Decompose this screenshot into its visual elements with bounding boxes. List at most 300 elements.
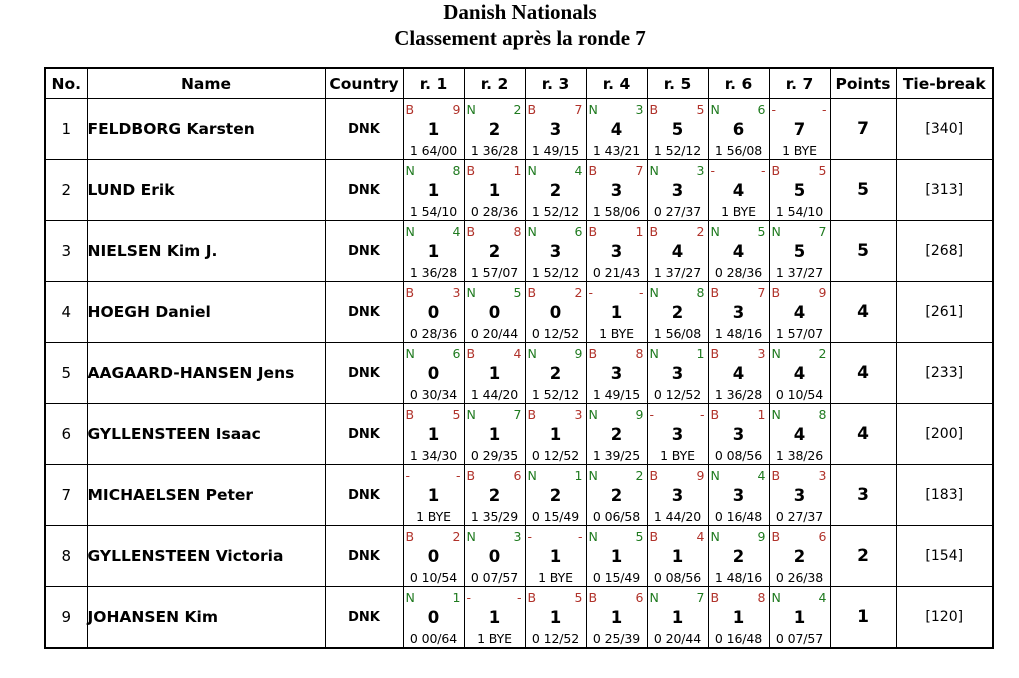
round-result: 1 48/16 [714, 570, 763, 585]
round-opponent: 8 [696, 285, 705, 300]
round-cumulative-score: 4 [732, 242, 745, 261]
round-opponent: 5 [757, 224, 766, 239]
round-cumulative-score: 5 [793, 242, 806, 261]
round-opponent: 9 [696, 468, 705, 483]
round-opponent: 8 [513, 224, 522, 239]
player-points: 5 [830, 160, 896, 221]
round-cumulative-score: 2 [793, 547, 806, 566]
round-opponent: 4 [696, 529, 705, 544]
round-opponent: - [455, 468, 461, 483]
round-result: 1 BYE [599, 326, 634, 341]
round-result: 0 06/58 [592, 509, 641, 524]
round-result: 0 10/54 [775, 387, 824, 402]
round-color: - [771, 102, 777, 117]
round-cumulative-score: 5 [793, 181, 806, 200]
round-cumulative-score: 0 [488, 303, 501, 322]
round-cell [403, 221, 464, 282]
round-cell [464, 343, 525, 404]
round-color: B [710, 407, 720, 422]
round-cell [586, 343, 647, 404]
round-color: B [527, 590, 537, 605]
round-opponent: 7 [696, 590, 705, 605]
round-opponent: 2 [513, 102, 522, 117]
round-color: N [771, 407, 781, 422]
round-cumulative-score: 3 [671, 486, 684, 505]
round-opponent: 4 [757, 468, 766, 483]
round-cumulative-score: 4 [671, 242, 684, 261]
round-result: 1 57/07 [775, 326, 824, 341]
round-cumulative-score: 1 [488, 608, 501, 627]
round-cell [586, 99, 647, 160]
round-cell [647, 404, 708, 465]
round-opponent: 6 [513, 468, 522, 483]
round-cell [464, 404, 525, 465]
round-result: 1 56/08 [714, 143, 763, 158]
round-cell [403, 587, 464, 649]
round-opponent: - [821, 102, 827, 117]
round-cell [464, 160, 525, 221]
round-opponent: 1 [513, 163, 522, 178]
round-cell [769, 404, 830, 465]
round-color: - [466, 590, 472, 605]
player-number: 1 [45, 99, 87, 160]
round-opponent: 6 [818, 529, 827, 544]
round-opponent: 4 [452, 224, 461, 239]
round-result: 0 30/34 [409, 387, 458, 402]
round-cell [769, 221, 830, 282]
round-cell [708, 343, 769, 404]
round-opponent: 5 [818, 163, 827, 178]
table-row [45, 587, 993, 649]
round-color: N [405, 224, 415, 239]
round-result: 0 28/36 [409, 326, 458, 341]
round-cumulative-score: 0 [427, 547, 440, 566]
round-color: B [588, 346, 598, 361]
round-result: 0 10/54 [409, 570, 458, 585]
round-cumulative-score: 1 [732, 608, 745, 627]
player-country: DNK [325, 99, 403, 160]
player-points: 7 [830, 99, 896, 160]
round-cumulative-score: 4 [610, 120, 623, 139]
round-color: B [771, 285, 781, 300]
round-cumulative-score: 1 [610, 608, 623, 627]
round-opponent: 8 [635, 346, 644, 361]
round-cumulative-score: 3 [732, 303, 745, 322]
round-opponent: 9 [818, 285, 827, 300]
round-cumulative-score: 4 [793, 364, 806, 383]
round-color: N [466, 285, 476, 300]
player-number: 4 [45, 282, 87, 343]
round-color: N [405, 590, 415, 605]
round-color: - [405, 468, 411, 483]
round-result: 0 12/52 [531, 631, 580, 646]
header-name: Name [87, 68, 325, 99]
round-result: 0 16/48 [714, 509, 763, 524]
round-result: 1 BYE [782, 143, 817, 158]
round-cell [403, 99, 464, 160]
round-result: 1 43/21 [592, 143, 641, 158]
round-result: 1 BYE [416, 509, 451, 524]
round-cell [769, 282, 830, 343]
round-result: 1 56/08 [653, 326, 702, 341]
round-cumulative-score: 3 [610, 181, 623, 200]
round-color: B [649, 224, 659, 239]
round-color: N [649, 285, 659, 300]
round-cell [586, 282, 647, 343]
player-name: HOEGH Daniel [87, 282, 325, 343]
round-opponent: 6 [574, 224, 583, 239]
round-opponent: 3 [818, 468, 827, 483]
round-cell [403, 160, 464, 221]
round-cell [769, 160, 830, 221]
round-cumulative-score: 1 [427, 120, 440, 139]
header-round-5: r. 5 [647, 68, 708, 99]
round-opponent: 7 [513, 407, 522, 422]
round-result: 1 58/06 [592, 204, 641, 219]
player-number: 5 [45, 343, 87, 404]
round-color: B [405, 285, 415, 300]
player-tiebreak: [340] [896, 99, 993, 160]
round-cell [464, 587, 525, 649]
round-cumulative-score: 0 [427, 364, 440, 383]
round-opponent: 8 [757, 590, 766, 605]
round-result: 0 12/52 [531, 326, 580, 341]
round-cumulative-score: 1 [427, 181, 440, 200]
round-opponent: 5 [513, 285, 522, 300]
round-color: B [710, 590, 720, 605]
round-cumulative-score: 1 [671, 547, 684, 566]
round-opponent: - [516, 590, 522, 605]
player-country: DNK [325, 526, 403, 587]
page-subtitle: Classement après la ronde 7 [394, 26, 646, 50]
player-country: DNK [325, 404, 403, 465]
round-result: 0 28/36 [714, 265, 763, 280]
round-cumulative-score: 2 [488, 242, 501, 261]
player-tiebreak: [268] [896, 221, 993, 282]
round-color: B [649, 529, 659, 544]
round-result: 1 52/12 [531, 387, 580, 402]
player-name: LUND Erik [87, 160, 325, 221]
round-result: 1 BYE [538, 570, 573, 585]
player-tiebreak: [154] [896, 526, 993, 587]
player-country: DNK [325, 160, 403, 221]
round-cumulative-score: 4 [732, 181, 745, 200]
round-cumulative-score: 1 [610, 303, 623, 322]
player-name: GYLLENSTEEN Isaac [87, 404, 325, 465]
round-color: N [710, 529, 720, 544]
round-cumulative-score: 3 [732, 486, 745, 505]
round-result: 0 16/48 [714, 631, 763, 646]
round-result: 1 54/10 [775, 204, 824, 219]
player-name: FELDBORG Karsten [87, 99, 325, 160]
round-color: B [588, 224, 598, 239]
table-row [45, 465, 993, 526]
round-opponent: 2 [635, 468, 644, 483]
round-cell [708, 587, 769, 649]
round-color: B [649, 468, 659, 483]
table-row [45, 526, 993, 587]
header-country: Country [325, 68, 403, 99]
round-opponent: 4 [574, 163, 583, 178]
table-row [45, 404, 993, 465]
round-cell [708, 526, 769, 587]
round-color: B [405, 407, 415, 422]
round-opponent: 2 [452, 529, 461, 544]
round-cell [403, 465, 464, 526]
header-round-2: r. 2 [464, 68, 525, 99]
round-cell [586, 465, 647, 526]
round-color: N [527, 224, 537, 239]
round-result: 0 25/39 [592, 631, 641, 646]
round-color: N [771, 590, 781, 605]
round-result: 0 07/57 [470, 570, 519, 585]
round-result: 1 44/20 [470, 387, 519, 402]
round-opponent: 5 [635, 529, 644, 544]
round-result: 0 26/38 [775, 570, 824, 585]
round-cell [708, 404, 769, 465]
round-opponent: 1 [696, 346, 705, 361]
player-tiebreak: [183] [896, 465, 993, 526]
round-opponent: 7 [818, 224, 827, 239]
round-cumulative-score: 3 [549, 120, 562, 139]
round-result: 0 21/43 [592, 265, 641, 280]
round-result: 1 48/16 [714, 326, 763, 341]
round-result: 0 07/57 [775, 631, 824, 646]
round-cell [525, 343, 586, 404]
player-tiebreak: [120] [896, 587, 993, 649]
round-cell [586, 221, 647, 282]
round-cumulative-score: 1 [488, 364, 501, 383]
round-color: N [405, 346, 415, 361]
round-opponent: 8 [452, 163, 461, 178]
round-cell [647, 221, 708, 282]
round-cumulative-score: 2 [488, 486, 501, 505]
round-result: 1 36/28 [714, 387, 763, 402]
round-cell [525, 282, 586, 343]
round-opponent: 2 [696, 224, 705, 239]
round-result: 1 49/15 [592, 387, 641, 402]
round-cell [586, 404, 647, 465]
round-color: - [710, 163, 716, 178]
round-result: 1 36/28 [409, 265, 458, 280]
round-opponent: 3 [696, 163, 705, 178]
round-cumulative-score: 1 [671, 608, 684, 627]
player-name: NIELSEN Kim J. [87, 221, 325, 282]
player-points: 3 [830, 465, 896, 526]
round-result: 1 BYE [660, 448, 695, 463]
player-name: JOHANSEN Kim [87, 587, 325, 649]
table-row [45, 99, 993, 160]
round-cumulative-score: 1 [427, 425, 440, 444]
round-color: B [405, 102, 415, 117]
round-color: N [466, 102, 476, 117]
round-result: 0 20/44 [653, 631, 702, 646]
round-cumulative-score: 3 [732, 425, 745, 444]
header-round-6: r. 6 [708, 68, 769, 99]
round-result: 1 36/28 [470, 143, 519, 158]
round-color: N [527, 468, 537, 483]
round-opponent: 1 [757, 407, 766, 422]
round-result: 1 52/12 [531, 204, 580, 219]
player-tiebreak: [200] [896, 404, 993, 465]
round-result: 1 38/26 [775, 448, 824, 463]
round-cell [647, 343, 708, 404]
round-cumulative-score: 3 [549, 242, 562, 261]
table-row [45, 221, 993, 282]
round-cumulative-score: 2 [549, 486, 562, 505]
table-row [45, 160, 993, 221]
round-cumulative-score: 4 [793, 303, 806, 322]
round-result: 0 28/36 [470, 204, 519, 219]
round-color: B [710, 346, 720, 361]
round-opponent: 3 [513, 529, 522, 544]
round-cumulative-score: 3 [793, 486, 806, 505]
round-opponent: 8 [818, 407, 827, 422]
round-color: N [710, 224, 720, 239]
round-color: N [710, 102, 720, 117]
standings-table [44, 67, 994, 649]
round-color: N [405, 163, 415, 178]
round-color: B [771, 468, 781, 483]
round-opponent: 2 [574, 285, 583, 300]
round-opponent: 6 [452, 346, 461, 361]
round-result: 1 35/29 [470, 509, 519, 524]
round-result: 0 29/35 [470, 448, 519, 463]
round-cell [586, 587, 647, 649]
round-color: N [649, 163, 659, 178]
round-cumulative-score: 1 [549, 425, 562, 444]
round-cumulative-score: 2 [610, 486, 623, 505]
header-round-7: r. 7 [769, 68, 830, 99]
round-color: - [527, 529, 533, 544]
round-opponent: 5 [574, 590, 583, 605]
player-points: 2 [830, 526, 896, 587]
round-result: 1 BYE [477, 631, 512, 646]
round-result: 1 57/07 [470, 265, 519, 280]
round-cumulative-score: 2 [732, 547, 745, 566]
round-cell [708, 160, 769, 221]
round-cell [525, 160, 586, 221]
round-color: N [527, 163, 537, 178]
round-cumulative-score: 2 [549, 181, 562, 200]
round-cumulative-score: 2 [671, 303, 684, 322]
round-cumulative-score: 2 [488, 120, 501, 139]
round-cumulative-score: 1 [793, 608, 806, 627]
player-country: DNK [325, 343, 403, 404]
round-cell [525, 221, 586, 282]
round-result: 0 27/37 [653, 204, 702, 219]
round-color: N [649, 346, 659, 361]
round-cumulative-score: 6 [732, 120, 745, 139]
round-cell [647, 160, 708, 221]
round-result: 1 BYE [721, 204, 756, 219]
round-opponent: 4 [818, 590, 827, 605]
player-points: 1 [830, 587, 896, 649]
round-cumulative-score: 2 [610, 425, 623, 444]
round-cell [464, 526, 525, 587]
round-color: N [771, 224, 781, 239]
round-cumulative-score: 4 [732, 364, 745, 383]
round-result: 1 49/15 [531, 143, 580, 158]
player-number: 9 [45, 587, 87, 649]
round-color: B [527, 102, 537, 117]
round-color: B [405, 529, 415, 544]
round-color: N [649, 590, 659, 605]
round-opponent: 1 [574, 468, 583, 483]
player-number: 3 [45, 221, 87, 282]
round-cell [647, 526, 708, 587]
round-cumulative-score: 3 [671, 364, 684, 383]
round-opponent: 9 [574, 346, 583, 361]
header-round-3: r. 3 [525, 68, 586, 99]
page-title: Danish Nationals [443, 0, 597, 24]
round-color: B [527, 285, 537, 300]
round-color: N [466, 529, 476, 544]
round-cell [525, 99, 586, 160]
round-color: B [466, 468, 476, 483]
round-cumulative-score: 1 [549, 547, 562, 566]
round-result: 1 44/20 [653, 509, 702, 524]
round-opponent: 9 [635, 407, 644, 422]
round-cumulative-score: 3 [671, 425, 684, 444]
round-opponent: 7 [635, 163, 644, 178]
player-points: 5 [830, 221, 896, 282]
round-cell [525, 404, 586, 465]
round-color: B [710, 285, 720, 300]
round-opponent: 3 [574, 407, 583, 422]
round-cell [464, 221, 525, 282]
round-result: 0 15/49 [531, 509, 580, 524]
round-opponent: 3 [635, 102, 644, 117]
round-cumulative-score: 3 [610, 242, 623, 261]
header-round-1: r. 1 [403, 68, 464, 99]
round-opponent: 9 [757, 529, 766, 544]
player-country: DNK [325, 587, 403, 649]
round-cell [525, 465, 586, 526]
round-cumulative-score: 3 [610, 364, 623, 383]
round-color: N [588, 468, 598, 483]
player-country: DNK [325, 282, 403, 343]
round-color: N [588, 529, 598, 544]
player-number: 7 [45, 465, 87, 526]
player-tiebreak: [313] [896, 160, 993, 221]
player-tiebreak: [261] [896, 282, 993, 343]
round-opponent: 3 [757, 346, 766, 361]
round-opponent: 9 [452, 102, 461, 117]
round-cumulative-score: 1 [610, 547, 623, 566]
round-color: - [649, 407, 655, 422]
round-opponent: 7 [574, 102, 583, 117]
round-opponent: 5 [696, 102, 705, 117]
round-color: B [649, 102, 659, 117]
round-cumulative-score: 1 [427, 486, 440, 505]
round-cell [464, 282, 525, 343]
round-cumulative-score: 0 [488, 547, 501, 566]
round-cumulative-score: 0 [427, 303, 440, 322]
round-color: B [466, 224, 476, 239]
round-cell [708, 465, 769, 526]
round-result: 0 08/56 [653, 570, 702, 585]
round-cumulative-score: 5 [671, 120, 684, 139]
player-name: GYLLENSTEEN Victoria [87, 526, 325, 587]
player-number: 8 [45, 526, 87, 587]
round-cell [708, 282, 769, 343]
round-opponent: - [699, 407, 705, 422]
player-points: 4 [830, 282, 896, 343]
round-color: B [466, 346, 476, 361]
round-color: B [771, 529, 781, 544]
round-cell [769, 99, 830, 160]
